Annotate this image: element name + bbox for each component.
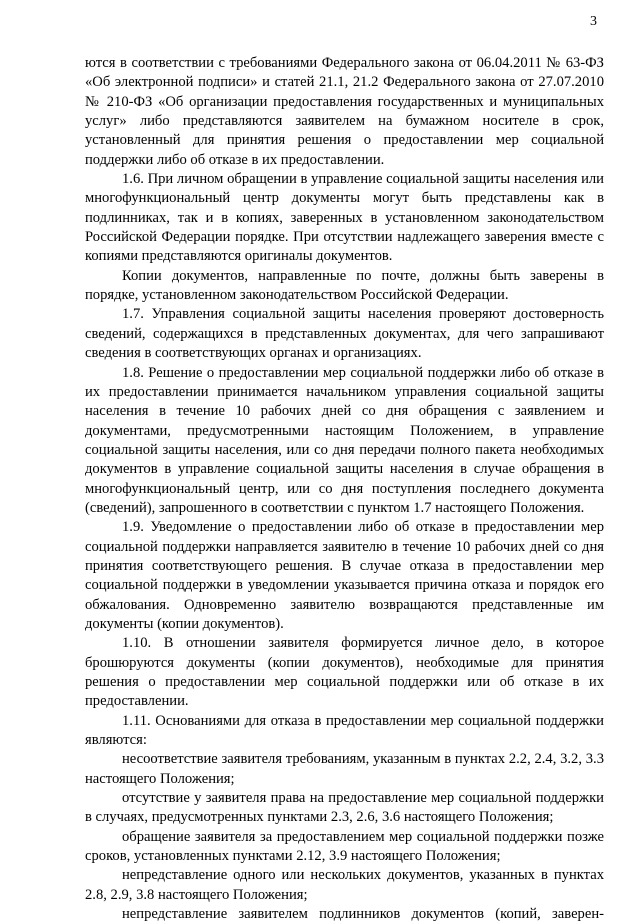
document-body [85, 54, 604, 924]
refusal-ground-item: обращение заявителя за предоставлением мер социальной поддержки позже сроков, установленных пунктами 2.12, 3.9 настоящего Положения; [85, 828, 604, 865]
paragraph-1-6: 1.6. При личном обращении в управление социальной защиты населения или многофункциональный центр документы могут быть представлены как в подлинниках, так и в копиях, заверенных в установленном законодательством Российской Федерации порядке. При отсутствии надлежащего заверения вместе с копиями представляются оригиналы документов. [85, 171, 604, 265]
refusal-ground-item: отсутствие у заявителя права на предоставление мер социальной поддержки в случаях, предусмотренных пунктами 2.3, 2.6, 3.6 настоящего Положения; [85, 790, 604, 826]
paragraph-continuation: ются в соответствии с требованиями Федерального закона от 06.04.2011 № 63-ФЗ «Об электронной подписи» и статей 21.1, 21.2 Федерального закона от 27.07.2010 № 210-ФЗ «Об организации предоставления государственных и муниципальных услуг» либо представляются заявителем на бумажном носителе в срок, установленный для принятия решения о предоставлении мер социальной поддержки либо об отказе в их предоставлении. [85, 55, 604, 168]
refusal-ground-item: непредставление одного или нескольких документов, указанных в пунктах 2.8, 2.9, 3.8 настоящего Положения; [85, 867, 604, 903]
paragraph-1-10: 1.10. В отношении заявителя формируется личное дело, в которое брошюруются документы (копии документов), необходимые для принятия решения о предоставлении мер социальной поддержки или об отказе в их предоставлении. [85, 635, 604, 710]
page-number: 3 [590, 14, 597, 29]
paragraph-1-9: 1.9. Уведомление о предоставлении либо об отказе в предоставлении мер социальной поддержки направляется заявителю в течение 10 рабочих дней со дня принятия соответствующего решения. В случае отказа в предоставлении мер социальной поддержки в уведомлении указывается причина отказа и порядок его обжалования. Одновременно заявителю возвращаются представленные им документы (копии документов). [85, 519, 604, 632]
refusal-ground-item: непредставление заявителем подлинников документов (копий, заверен- [122, 906, 604, 923]
paragraph-1-8: 1.8. Решение о предоставлении мер социальной поддержки либо об отказе в их предоставлении принимается начальником управления социальной защиты населения в течение 10 рабочих дней со дня обращения с заявлением и документами, предусмотренными настоящим Положением, в управление социальной защиты населения, или со дня передачи полного пакета необходимых документов в управление социальной защиты населения в случае обращения в многофункциональный центр, или со дня поступления последнего документа (сведений), запрошенного в соответствии с пунктом 1.7 настоящего Положения. [85, 364, 604, 516]
refusal-ground-item: несоответствие заявителя требованиям, указанным в пунктах 2.2, 2.4, 3.2, 3.3 настоящего Положения; [85, 751, 604, 787]
paragraph-1-11: 1.11. Основаниями для отказа в предоставлении мер социальной поддержки являются: [85, 712, 604, 749]
paragraph-1-7: 1.7. Управления социальной защиты населения проверяют достоверность сведений, содержащихся в представленных документах, для чего запрашивают сведения в соответствующих органах и организациях. [85, 306, 604, 362]
paragraph-postal-copies: Копии документов, направленные по почте, должны быть заверены в порядке, установленном законодательством Российской Федерации. [85, 267, 604, 304]
